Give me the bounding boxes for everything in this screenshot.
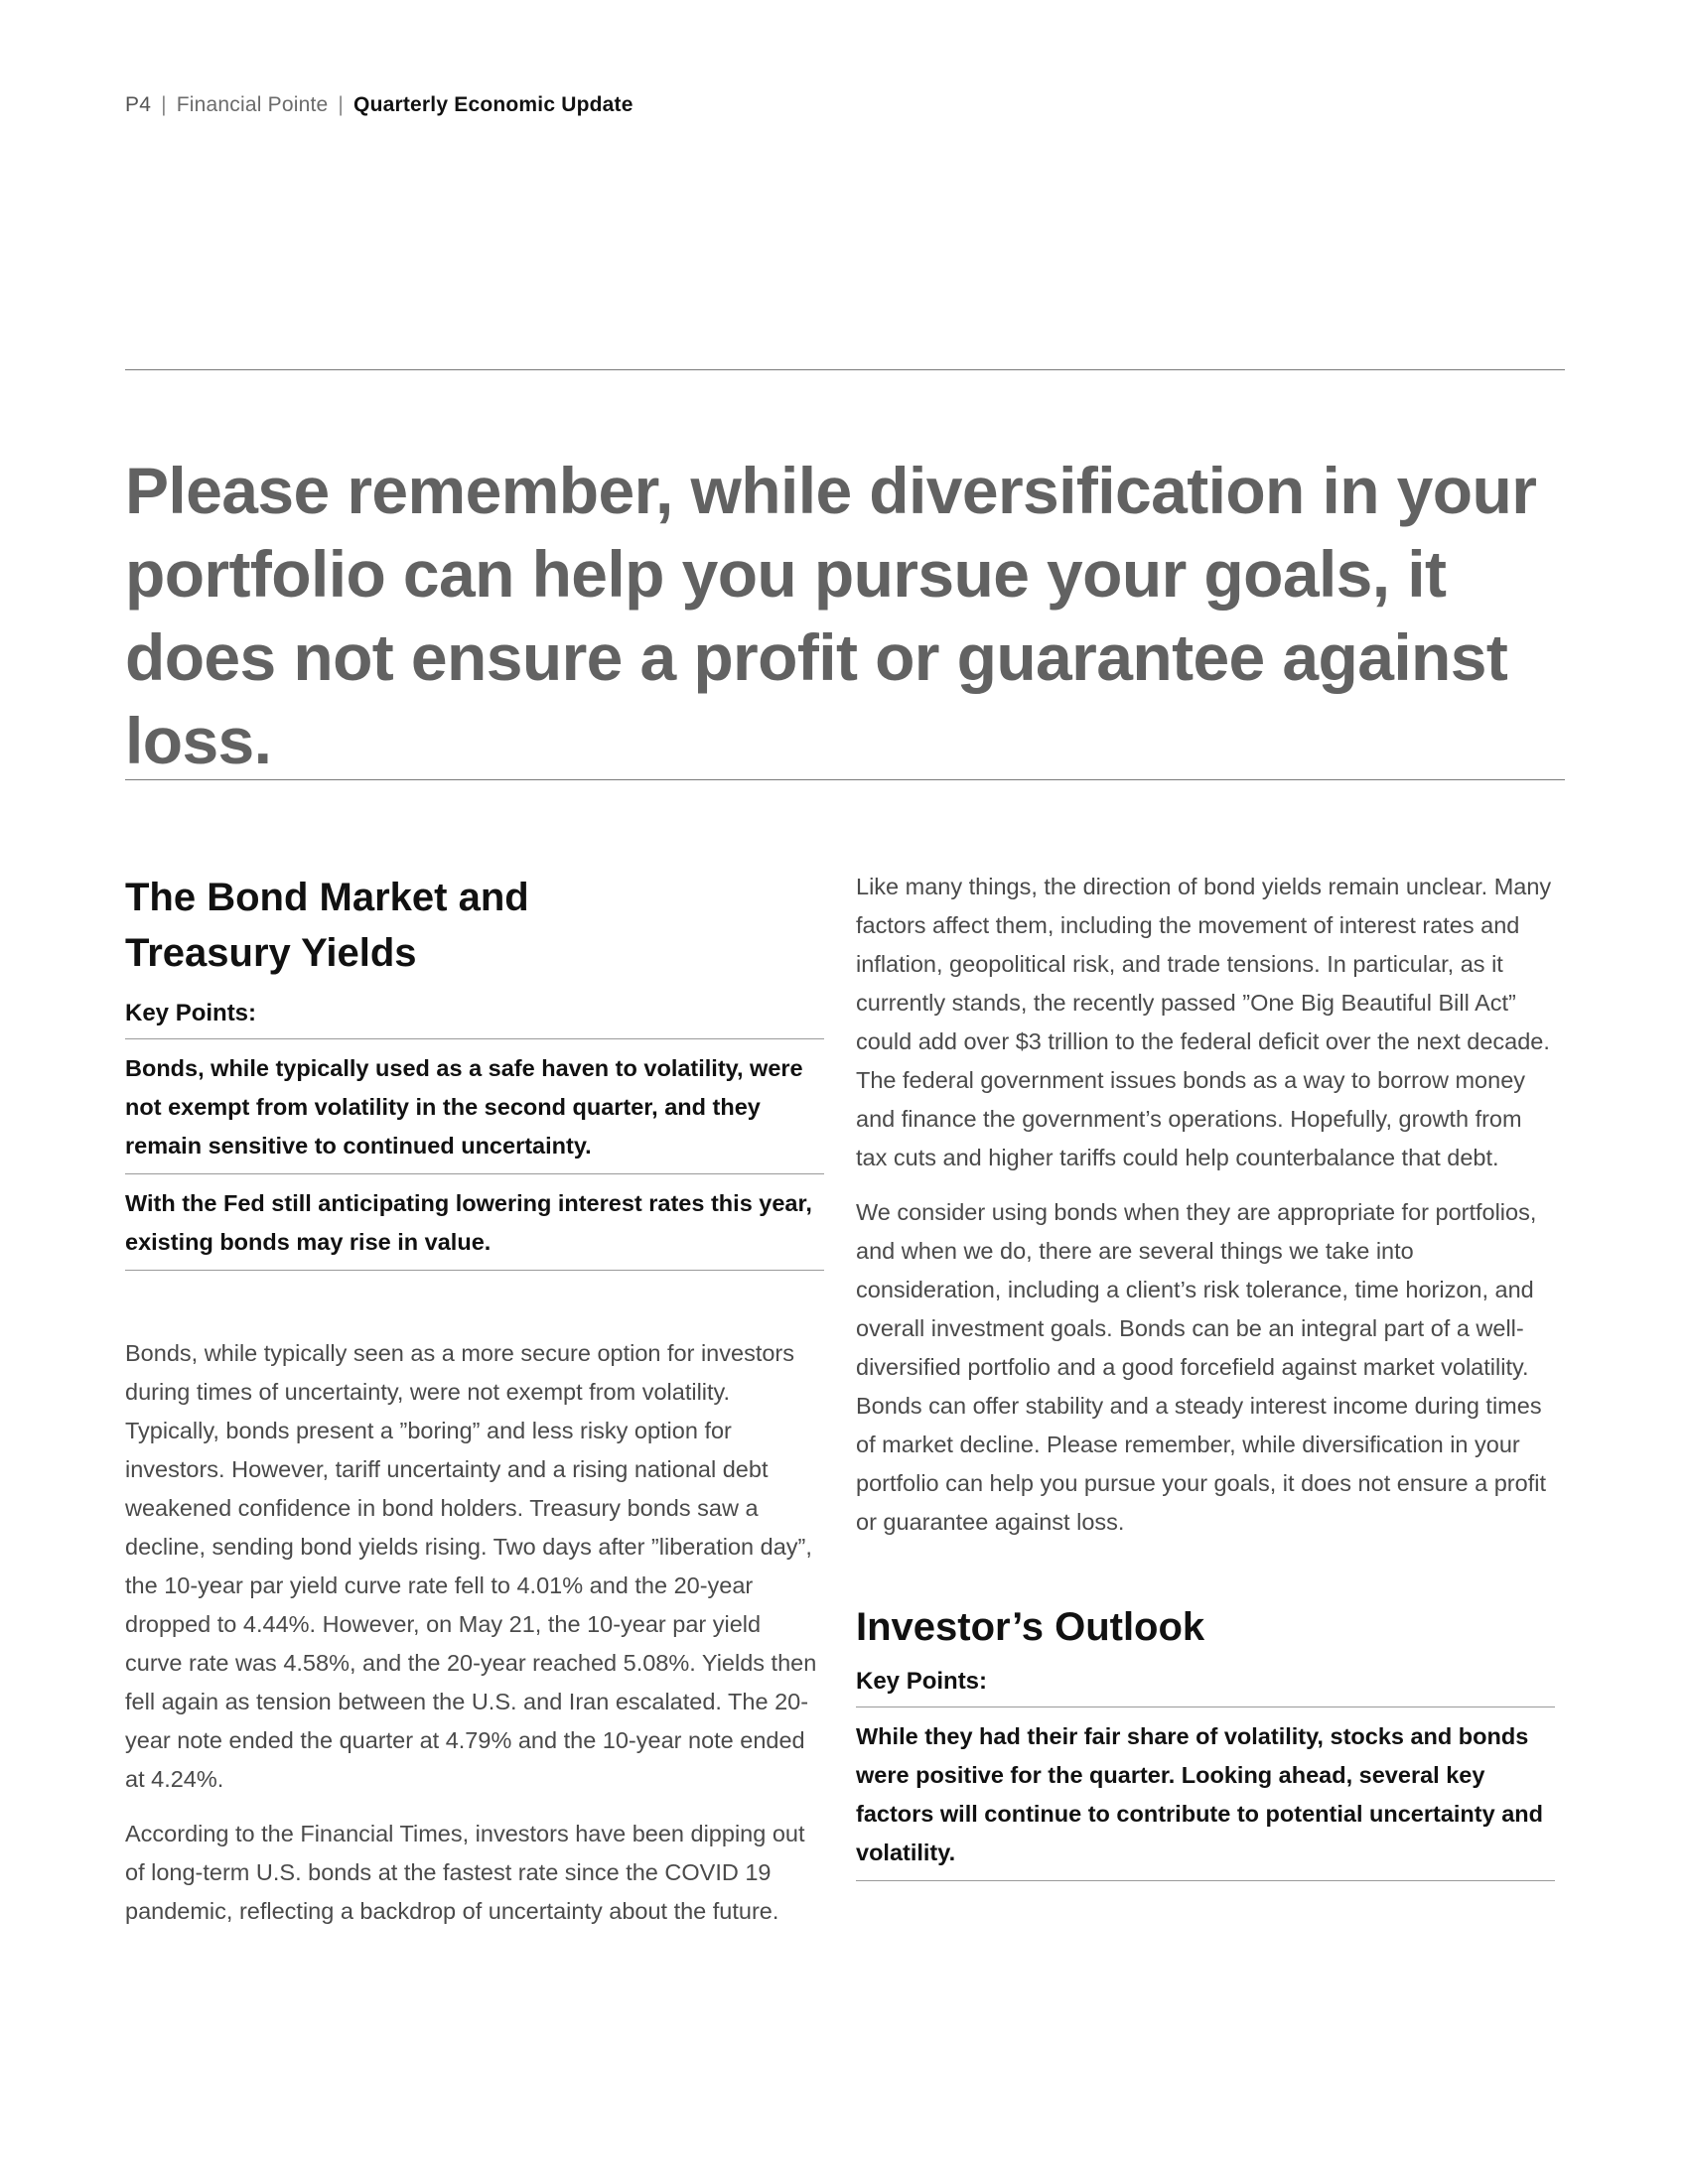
page-header <box>125 93 633 117</box>
header-separator: | <box>161 93 167 116</box>
left-column <box>125 870 824 1947</box>
right-paragraph: Like many things, the direction of bond yields remain unclear. Many factors affect them, including the movement of interest rates and inflation, geopolitical risk, and trade tensions. In particular, as it currently stands, the recently passed ”One Big Beautiful Bill Act” could add over $3 trillion to the federal deficit over the next decade. The federal government issues bonds as a way to borrow money and finance the government’s operations. Hopefully, growth from tax cuts and higher tariffs could help counterbalance that debt. <box>856 874 1552 1170</box>
header-separator: | <box>338 93 345 116</box>
bond-key-point: With the Fed still anticipating lowering interest rates this year, existing bonds may rise in value. <box>125 1174 824 1271</box>
bond-section-title: The Bond Market and Treasury Yields <box>125 876 529 975</box>
bond-key-point: Bonds, while typically used as a safe haven to volatility, were not exempt from volatility in the second quarter, and they remain sensitive to continued uncertainty. <box>125 1039 824 1174</box>
pull-quote: Please remember, while diversification in your portfolio can help you pursue your goals, it does not ensure a profit or guarantee against loss. <box>125 454 1537 777</box>
publication-name: Financial Pointe <box>176 93 329 116</box>
outlook-key-point: While they had their fair share of volatility, stocks and bonds were positive for the quarter. Looking ahead, several key factors will continue to contribute to potential uncertainty and volatility. <box>856 1707 1555 1881</box>
bond-paragraph: According to the Financial Times, investors have been dipping out of long-term U.S. bonds at the fastest rate since the COVID 19 pandemic, reflecting a backdrop of uncertainty about the future. <box>125 1821 805 1924</box>
right-column <box>856 870 1555 1881</box>
page-number: P4 <box>125 93 152 116</box>
right-paragraph: We consider using bonds when they are appropriate for portfolios, and when we do, there are several things we take into consideration, including a client’s risk tolerance, time horizon, and overall investment goals. Bonds can be an integral part of a well-diversified portfolio and a good forcefield against market volatility. Bonds can offer stability and a steady interest income during times of market decline. Please remember, while diversification in your portfolio can help you pursue your goals, it does not ensure a profit or guarantee against loss. <box>856 1199 1546 1535</box>
pull-quote-top-rule <box>125 369 1565 370</box>
outlook-section-title: Investor’s Outlook <box>856 1605 1205 1649</box>
pull-quote-bottom-rule <box>125 779 1565 780</box>
bond-key-points-label: Key Points: <box>125 997 824 1039</box>
outlook-key-points-label: Key Points: <box>856 1665 1555 1707</box>
section-name: Quarterly Economic Update <box>353 93 633 116</box>
bond-paragraph: Bonds, while typically seen as a more secure option for investors during times of uncertainty, were not exempt from volatility. Typically, bonds present a ”boring” and less risky option for investors. However, tariff uncertainty and a rising national debt weakened confidence in bond holders. Treasury bonds saw a decline, sending bond yields rising. Two days after ”liberation day”, the 10-year par yield curve rate fell to 4.01% and the 20-year dropped to 4.44%. However, on May 21, the 10-year par yield curve rate was 4.58%, and the 20-year reached 5.08%. Yields then fell again as tension between the U.S. and Iran escalated. The 20-year note ended the quarter at 4.79% and the 10-year note ended at 4.24%. <box>125 1340 817 1792</box>
